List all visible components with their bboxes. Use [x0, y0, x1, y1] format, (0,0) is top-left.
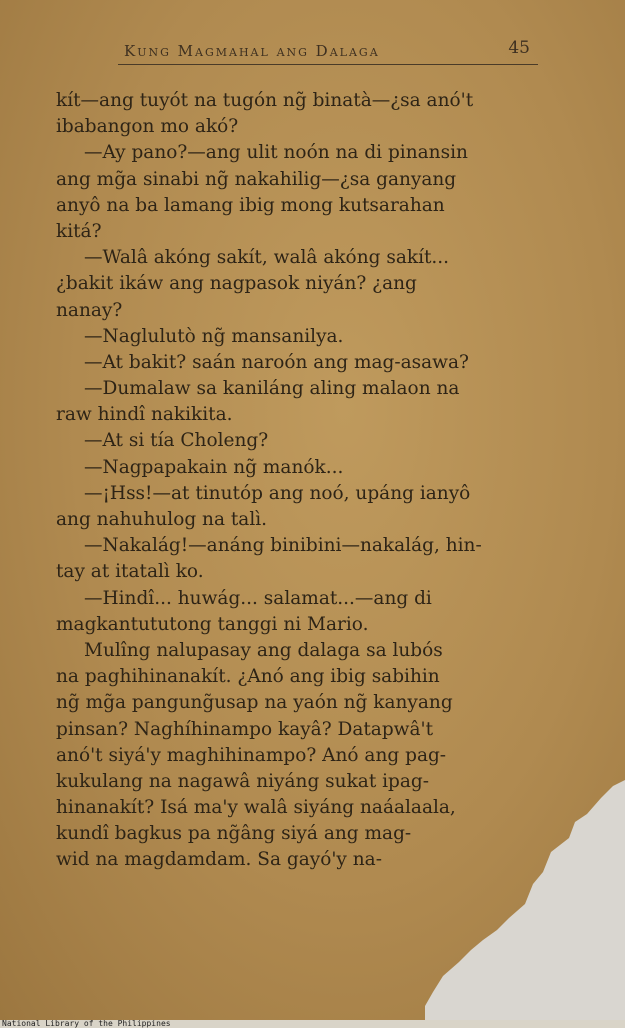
text-line: ang nahuhulog na talì.	[56, 509, 268, 530]
text-line: raw hindî nakikita.	[56, 404, 233, 426]
text-line: —At si tía Choleng?	[84, 430, 269, 452]
text-line: Mulîng nalupasay ang dalaga sa lubós	[84, 639, 443, 661]
text-line: wid na magdamdam. Sa gayó'y na-	[56, 849, 382, 871]
text-line: nanay?	[56, 299, 123, 321]
text-line: magkantututong tanggi ni Mario.	[56, 613, 369, 635]
text-line: —Nakalág!—anáng binibini—nakalág, hin-	[84, 535, 482, 557]
page-number: 45	[508, 38, 530, 58]
text-line: —Dumalaw sa kaniláng aling malaon na	[84, 378, 460, 400]
text-line: ¿bakit ikáw ang nagpasok niyán? ¿ang	[56, 273, 417, 295]
text-line: kít—ang tuyót na tugón ng̃ binatà—¿sa anó't	[56, 90, 474, 111]
text-line: hinanakít? Isá ma'y walâ siyáng naáalaala,	[56, 797, 456, 819]
text-line: —Ay pano?—ang ulit noón na di pinansin	[84, 142, 468, 164]
text-line: anó't siyá'y maghihinampo? Anó ang pag-	[56, 744, 447, 766]
text-line: ng̃ mg̃a pangung̃usap na yaón ng̃ kanyang	[56, 692, 453, 714]
text-line: —Nagpapakain ng̃ manók...	[84, 456, 344, 478]
text-line: tay at itatalì ko.	[56, 561, 204, 583]
running-header	[118, 38, 538, 65]
header-title: Kung Magmahal ang Dalaga	[124, 42, 380, 60]
text-line: na paghihinanakít. ¿Anó ang ibig sabihin	[56, 666, 440, 688]
text-line: kitá?	[56, 220, 102, 242]
text-line: —Walâ akóng sakít, walâ akóng sakít...	[84, 247, 450, 269]
torn-corner	[425, 780, 625, 1020]
text-line: anyô na ba lamang ibig mong kutsarahan	[56, 194, 445, 216]
text-line: ang mg̃a sinabi ng̃ nakahilig—¿sa ganyang	[56, 168, 457, 190]
text-line: kukulang na nagawâ niyáng sukat ipag-	[56, 770, 430, 792]
scan-credit: National Library of the Philippines	[2, 1019, 171, 1028]
text-line: —¡Hss!—at tinutóp ang noó, upáng ianyô	[84, 482, 471, 504]
text-line: kundî bagkus pa ng̃âng siyá ang mag-	[56, 823, 412, 845]
body-text	[56, 88, 571, 874]
text-line: —At bakit? saán naroón ang mag-asawa?	[84, 351, 469, 373]
text-line: pinsan? Naghíhinampo kayâ? Datapwâ't	[56, 718, 434, 740]
text-line: ibabangon mo akó?	[56, 116, 239, 138]
text-line: —Hindî... huwág... salamat...—ang di	[84, 587, 432, 609]
text-line: —Naglulutò ng̃ mansanilya.	[84, 325, 344, 347]
